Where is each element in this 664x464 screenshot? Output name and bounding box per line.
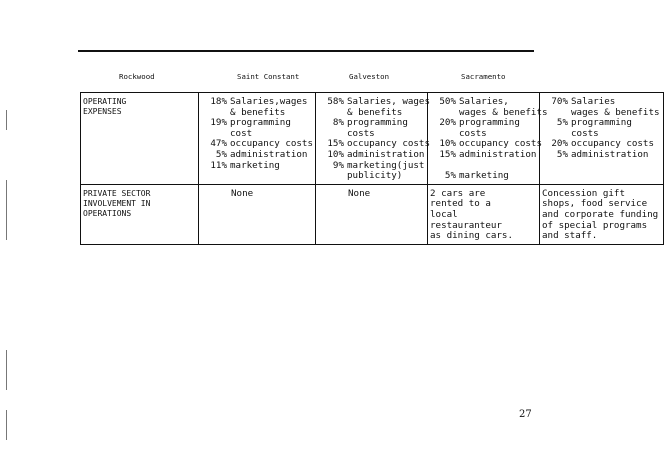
expense-percent: 58% (327, 96, 344, 107)
expense-line (430, 97, 537, 108)
expense-text: programming (459, 117, 520, 129)
cell-text: as dining cars. (430, 230, 513, 242)
expense-text: & benefits (347, 106, 403, 118)
expense-text: costs (571, 127, 599, 139)
cell-text: restauranteur (430, 219, 502, 231)
row-label-line: INVOLVEMENT IN (83, 198, 151, 208)
expense-percent: 70% (551, 96, 568, 107)
column-header-saint-constant: Saint Constant (237, 72, 300, 81)
cell-text: None (348, 187, 371, 199)
expense-percent: 10% (327, 148, 344, 160)
cell-text: of special programs (542, 219, 648, 231)
expense-line (542, 150, 661, 161)
expense-text: Salaries,wages (230, 96, 308, 107)
cell-galveston-private (428, 184, 540, 244)
cell-sacramento-operating (540, 93, 664, 185)
cell-text: and staff. (542, 230, 598, 242)
expense-percent: 5% (215, 148, 227, 160)
row-label (81, 184, 199, 244)
cell-text: 2 cars are (430, 187, 486, 199)
cell-text: shops, food service (542, 198, 648, 210)
operations-table (80, 92, 664, 245)
expense-percent: 19% (210, 117, 227, 129)
expense-text: programming (347, 117, 408, 129)
expense-text: occupancy costs (571, 138, 654, 150)
cell-sacramento-private (540, 184, 664, 244)
expense-text: administration (459, 148, 537, 160)
row-label (81, 93, 199, 185)
table-row (81, 184, 664, 244)
cell-text: rented to a (430, 198, 491, 210)
expense-percent: 47% (210, 138, 227, 150)
expense-percent: 5% (556, 117, 568, 129)
cell-text: None (231, 187, 254, 199)
binder-mark (6, 410, 7, 440)
cell-text: and corporate funding (542, 208, 659, 220)
column-header-galveston: Galveston (349, 72, 390, 81)
expense-text: administration (347, 148, 425, 160)
expense-line (542, 97, 661, 108)
expense-line (201, 118, 313, 129)
cell-galveston-operating (428, 93, 548, 185)
expense-text: Salaries, wages (347, 96, 430, 107)
expense-text: marketing(just (347, 159, 425, 171)
expense-text: marketing (230, 159, 280, 171)
expense-percent: 8% (332, 117, 344, 129)
expense-line (318, 96, 430, 108)
expense-percent: 50% (439, 96, 456, 107)
cell-text: Concession gift (542, 187, 625, 199)
cell-rockwood-operating (199, 93, 316, 185)
expense-text: Salaries, (459, 96, 509, 107)
expense-line (201, 161, 313, 172)
expense-percent: 5% (444, 170, 456, 182)
binder-mark (6, 350, 7, 390)
expense-line (201, 97, 313, 108)
expense-percent: 11% (210, 159, 227, 171)
expense-percent: 15% (439, 148, 456, 160)
expense-text: Salaries (571, 96, 616, 107)
expense-percent: 18% (210, 96, 227, 107)
binder-mark (6, 110, 7, 130)
expense-percent: 15% (327, 138, 344, 150)
row-label-line: EXPENSES (83, 107, 122, 116)
row-label-line: OPERATING (83, 97, 127, 106)
cell-saint-constant-private (316, 184, 428, 244)
row-label-line: PRIVATE SECTOR (83, 188, 151, 198)
expense-percent: 5% (556, 148, 568, 160)
expense-line (430, 171, 537, 182)
expense-percent: 20% (551, 138, 568, 150)
column-header-rockwood: Rockwood (119, 72, 155, 81)
expense-text: wages & benefits (459, 106, 548, 118)
cell-saint-constant-operating (316, 93, 428, 185)
expense-line (201, 150, 313, 161)
table-row (81, 93, 664, 185)
expense-text: & benefits (230, 106, 286, 118)
top-rule (78, 50, 534, 52)
cell-rockwood-private (199, 184, 316, 244)
expense-text: programming (230, 117, 291, 129)
expense-text: administration (571, 148, 649, 160)
expense-percent: 9% (332, 159, 344, 171)
expense-text: costs (347, 127, 375, 139)
expense-text: costs (459, 127, 487, 139)
expense-text: programming (571, 117, 632, 129)
expense-text: occupancy costs (230, 138, 313, 150)
expense-text: wages & benefits (571, 106, 660, 118)
expense-line (318, 171, 425, 182)
binder-mark (6, 180, 7, 240)
expense-text: occupancy costs (347, 138, 430, 150)
expense-percent: 10% (439, 138, 456, 150)
expense-line (542, 118, 661, 129)
expense-line (318, 150, 425, 161)
expense-percent: 20% (439, 117, 456, 129)
expense-text: publicity) (347, 170, 403, 182)
cell-text: local (430, 208, 458, 220)
expense-text: cost (230, 127, 253, 139)
expense-text: administration (230, 148, 308, 160)
page-number: 27 (519, 409, 532, 420)
expense-text: marketing (459, 170, 509, 182)
expense-text: occupancy costs (459, 138, 542, 150)
row-label-line: OPERATIONS (83, 208, 132, 218)
column-header-sacramento: Sacramento (461, 72, 506, 81)
expense-line (430, 150, 537, 161)
